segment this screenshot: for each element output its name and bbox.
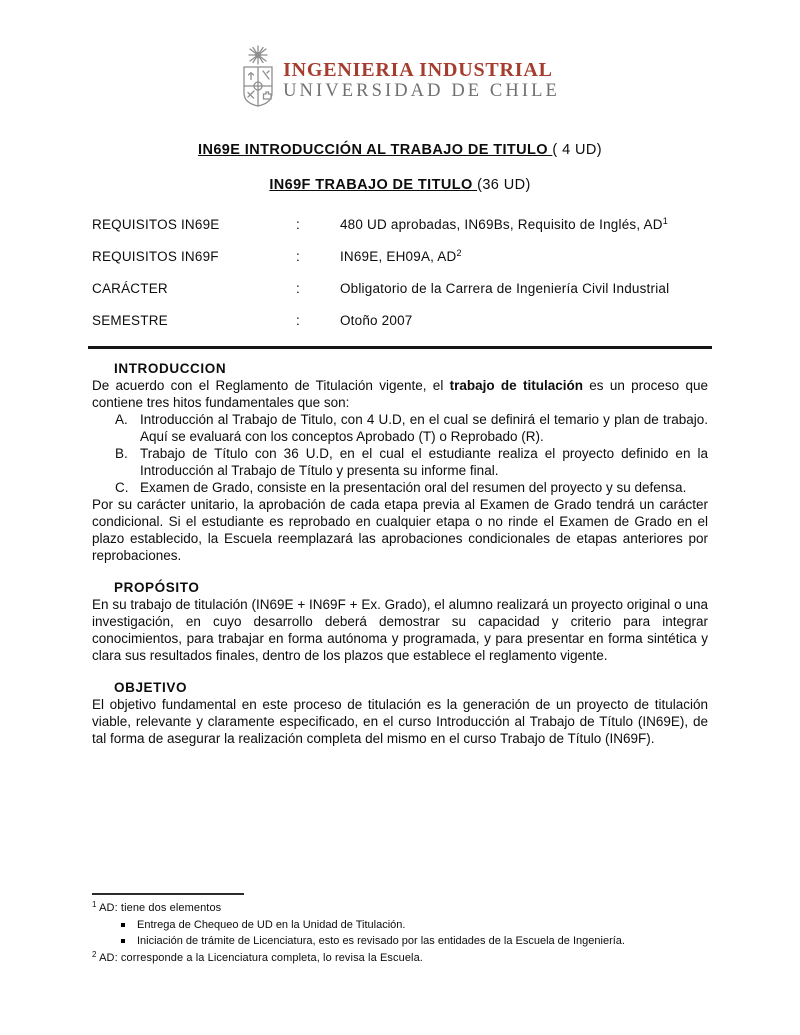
bullet-square-icon — [121, 923, 125, 927]
footnote-bullet-2-text: Iniciación de trámite de Licenciatura, esto es revisado por las entidades de la Escuela de Ingeniería. — [137, 935, 625, 947]
info-value: Otoño 2007 — [339, 313, 413, 328]
list-marker: A. — [115, 412, 128, 427]
intro-text-post: es un proceso que contiene tres hitos fundamentales que son: — [92, 378, 708, 410]
footnotes — [92, 893, 708, 966]
list-marker: C. — [115, 480, 129, 495]
list-item-c — [92, 479, 708, 496]
info-colon: : — [296, 249, 300, 264]
info-label: REQUISITOS IN69F — [92, 249, 219, 264]
objetivo-heading: OBJETIVO — [114, 680, 188, 695]
list-item-text: Introducción al Trabajo de Titulo, con 4 U.D, en el cual se definirá el temario y plan de trabajo. Aquí se evaluará con los conceptos Aprobado (T) o Reprobado (R). — [140, 412, 708, 444]
course-info — [92, 214, 708, 331]
intro-text-pre: De acuerdo con el Reglamento de Titulación vigente, el — [92, 378, 450, 393]
logo-institution-name: INGENIERIA INDUSTRIAL — [283, 59, 553, 81]
section-objetivo — [92, 680, 708, 747]
footnote-1-text: AD: tiene dos elementos — [99, 902, 222, 914]
list-item-a — [92, 411, 708, 445]
footnote-reference-2: 2 — [456, 248, 462, 258]
course-title-in69f-credits: (36 UD) — [477, 177, 531, 193]
info-label: SEMESTRE — [92, 313, 168, 328]
objetivo-paragraph: El objetivo fundamental en este proceso de titulación es la generación de un proyecto de titulación viable, relevante y claramente especificado, en el curso Introducción al Trabajo de Título (IN69E), de tal forma de asegurar la realización completa del mismo en el curso Trabajo de Título (IN69F). — [92, 697, 708, 746]
footnote-2-marker: 2 — [92, 949, 97, 959]
info-row-requisitos-in69f — [92, 246, 708, 267]
info-value: Obligatorio de la Carrera de Ingeniería Civil Industrial — [339, 281, 670, 296]
logo-text — [283, 59, 560, 102]
info-label: CARÁCTER — [92, 281, 168, 296]
footnote-bullet-1 — [92, 917, 708, 934]
info-row-semestre — [92, 310, 708, 331]
info-value: IN69E, EH09A, AD — [339, 249, 457, 264]
list-item-text: Trabajo de Título con 36 U.D, en el cual el estudiante realiza el proyecto definido en la Introducción al Trabajo de Título y presenta su informe final. — [140, 446, 708, 478]
bullet-square-icon — [121, 939, 125, 943]
university-logo — [0, 0, 800, 111]
intro-text-bold: trabajo de titulación — [449, 378, 583, 393]
list-item-b — [92, 445, 708, 479]
course-title-in69f — [0, 177, 800, 193]
footnote-bullet-1-text: Entrega de Chequeo de UD en la Unidad de Titulación. — [137, 918, 406, 931]
footnote-2 — [92, 950, 708, 967]
footnote-bullet-2 — [92, 933, 708, 950]
list-item-text: Examen de Grado, consiste en la presentación oral del resumen del proyecto y su defensa. — [140, 480, 687, 495]
list-marker: B. — [115, 446, 128, 461]
info-value: 480 UD aprobadas, IN69Bs, Requisito de Inglés, AD — [339, 217, 663, 232]
starburst — [249, 46, 267, 64]
hitos-list — [92, 411, 708, 496]
info-row-caracter — [92, 278, 708, 299]
section-divider — [88, 346, 712, 349]
info-colon: : — [296, 313, 300, 328]
footnote-1-bullet-list — [92, 917, 708, 950]
proposito-paragraph: En su trabajo de titulación (IN69E + IN69F + Ex. Grado), el alumno realizará un proyecto original o una investigación, en cuyo desarrollo deberá demostrar su capacidad y criterio para integrar conocimientos, para trabajar en forma autónoma y programada, y para presentar en forma sintética y clara sus resultados finales, dentro de los plazos que establece el reglamento vigente. — [92, 597, 708, 663]
document-body — [92, 361, 708, 747]
info-row-requisitos-in69e — [92, 214, 708, 235]
info-label: REQUISITOS IN69E — [92, 217, 220, 232]
footnote-2-text: AD: corresponde a la Licenciatura completa, lo revisa la Escuela. — [99, 951, 423, 964]
footnote-1-marker: 1 — [92, 900, 97, 909]
info-colon: : — [296, 217, 300, 232]
course-title-in69e-text: IN69E INTRODUCCIÓN AL TRABAJO DE TITULO — [198, 142, 553, 158]
course-title-in69f-text: IN69F TRABAJO DE TITULO — [269, 177, 478, 193]
section-introduccion — [92, 361, 708, 564]
introduccion-paragraph-1 — [92, 377, 708, 411]
section-proposito — [92, 580, 708, 664]
introduccion-heading: INTRODUCCION — [114, 361, 227, 376]
introduccion-paragraph-2: Por su carácter unitario, la aprobación de cada etapa previa al Examen de Grado tendrá un carácter condicional. Si el estudiante es reprobado en cualquier etapa o no rinde el Examen de Grado en el plazo establecido, la Escuela reemplazará las aprobaciones condicionales de etapas anteriores por reprobaciones. — [92, 497, 708, 563]
course-title-in69e — [0, 142, 800, 158]
shield — [244, 67, 272, 106]
logo-university-name: UNIVERSIDAD DE CHILE — [283, 81, 560, 101]
footnote-1 — [92, 900, 708, 917]
footnote-reference-1: 1 — [662, 216, 668, 226]
info-colon: : — [296, 281, 300, 296]
course-title-in69e-credits: ( 4 UD) — [552, 142, 602, 158]
university-crest-icon — [240, 45, 276, 111]
footnote-divider — [92, 893, 244, 895]
proposito-heading: PROPÓSITO — [114, 580, 200, 595]
